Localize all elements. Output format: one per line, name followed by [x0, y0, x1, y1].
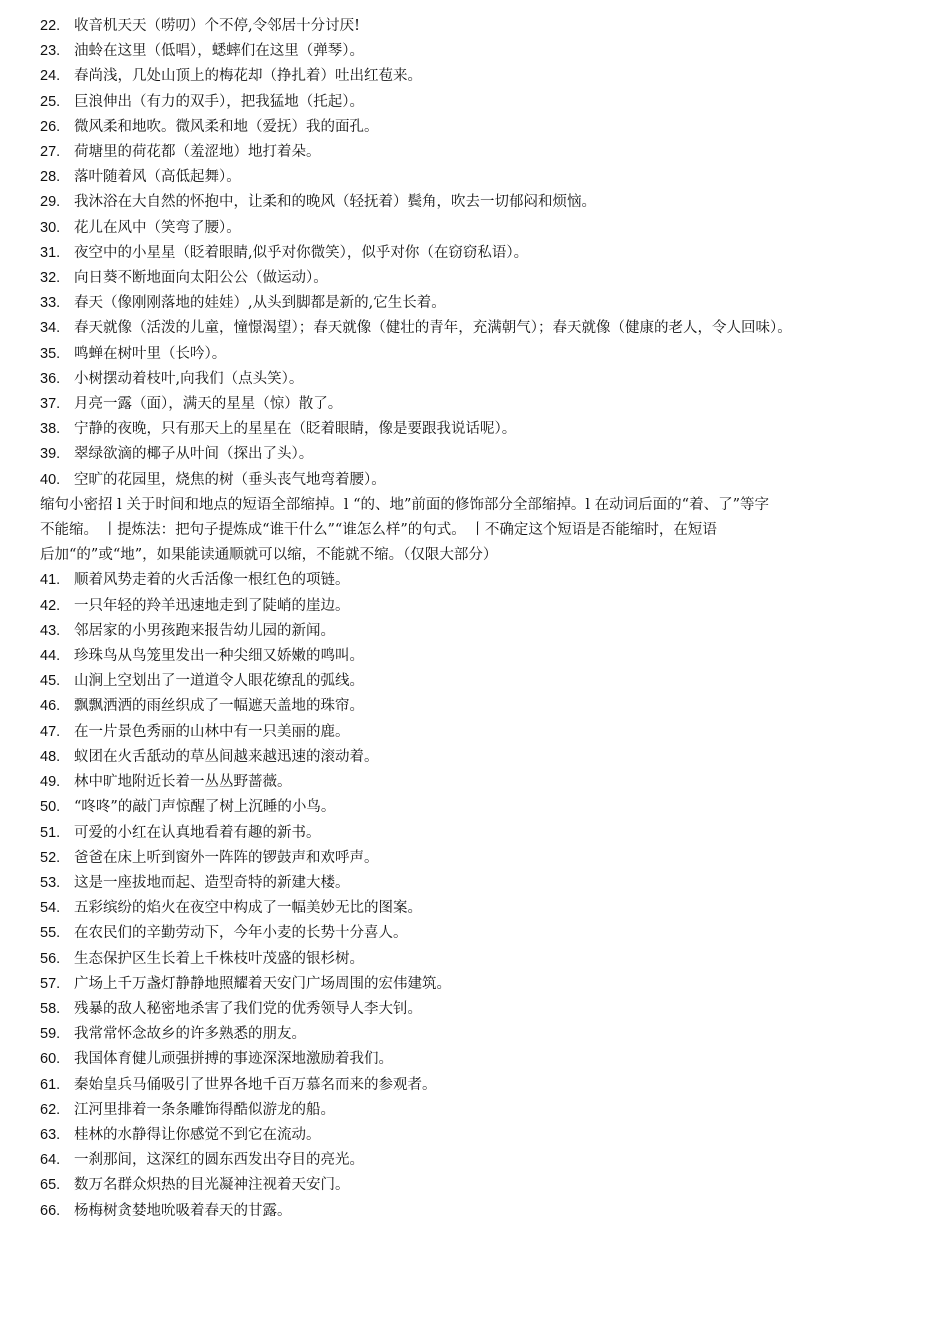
item-number: 55. — [40, 925, 61, 942]
list-item — [40, 442, 914, 467]
item-number: 25. — [40, 93, 61, 110]
item-number: 52. — [40, 849, 61, 866]
item-number: 31. — [40, 244, 61, 261]
item-text: 残暴的敌人秘密地杀害了我们党的优秀领导人李大钊。 — [74, 1000, 422, 1017]
list-item — [40, 392, 914, 417]
list-item — [40, 997, 914, 1022]
item-number: 56. — [40, 950, 61, 967]
item-number: 53. — [40, 874, 61, 891]
item-number: 66. — [40, 1202, 61, 1219]
item-number: 37. — [40, 396, 61, 413]
item-number: 34. — [40, 320, 61, 337]
item-number: 23. — [40, 43, 61, 60]
item-number: 46. — [40, 698, 61, 715]
item-text: 数万名群众炽热的目光凝神注视着天安门。 — [74, 1177, 350, 1194]
list-item — [40, 64, 914, 89]
sentence-list-shorten — [40, 568, 914, 1223]
item-text: 蚁团在火舌舐动的草丛间越来越迅速的滚动着。 — [74, 748, 379, 765]
item-text: 桂林的水静得让你感觉不到它在流动。 — [74, 1126, 321, 1143]
sentence-list-expand-continued — [40, 342, 914, 493]
item-number: 45. — [40, 673, 61, 690]
list-item — [40, 972, 914, 997]
list-item — [40, 342, 914, 367]
item-text: 秦始皇兵马俑吸引了世界各地千百万慕名而来的参观者。 — [74, 1076, 437, 1093]
item-number: 28. — [40, 169, 61, 186]
item-number: 48. — [40, 748, 61, 765]
item-text: 杨梅树贪婪地吮吸着春天的甘露。 — [74, 1202, 292, 1219]
list-item — [40, 644, 914, 669]
list-item — [40, 367, 914, 392]
item-text: 夜空中的小星星（眨着眼睛,似乎对你微笑），似乎对你（在窃窃私语）。 — [74, 244, 529, 261]
list-item — [40, 1123, 914, 1148]
list-item — [40, 795, 914, 820]
item-text: 广场上千万盏灯静静地照耀着天安门广场周围的宏伟建筑。 — [74, 975, 451, 992]
item-text: 一刹那间，这深红的圆东西发出夺目的亮光。 — [74, 1152, 364, 1169]
item-number: 22. — [40, 18, 61, 34]
list-item — [40, 896, 914, 921]
item-text: 我国体育健儿顽强拼搏的事迹深深地激励着我们。 — [74, 1051, 393, 1068]
list-item — [40, 316, 914, 341]
list-item — [40, 14, 914, 39]
list-item — [40, 770, 914, 795]
item-text: 飘飘洒洒的雨丝织成了一幅遮天盖地的珠帘。 — [74, 698, 364, 715]
item-number: 33. — [40, 295, 61, 312]
list-item — [40, 216, 914, 241]
item-text: 月亮一露（面），满天的星星（惊）散了。 — [74, 396, 343, 413]
list-item — [40, 1199, 914, 1224]
list-item — [40, 846, 914, 871]
list-item — [40, 921, 914, 946]
list-item — [40, 947, 914, 972]
item-text: 巨浪伸出（有力的双手），把我猛地（托起）。 — [74, 93, 364, 110]
list-item — [40, 39, 914, 64]
item-number: 39. — [40, 446, 61, 463]
sentence-list-expand — [40, 14, 914, 316]
list-item — [40, 468, 914, 493]
item-text: 山涧上空划出了一道道令人眼花缭乱的弧线。 — [74, 673, 364, 690]
item-text: 这是一座拔地而起、造型奇特的新建大楼。 — [74, 874, 350, 891]
list-item — [40, 165, 914, 190]
item-number: 36. — [40, 370, 61, 387]
item-text: 我沐浴在大自然的怀抱中，让柔和的晚风（轻抚着）鬓角，吹去一切郁闷和烦恼。 — [74, 194, 596, 211]
item-text: 收音机天天（唠叨）个不停,令邻居十分讨厌! — [74, 18, 360, 34]
item-text: 邻居家的小男孩跑来报告幼儿园的新闻。 — [74, 622, 335, 639]
item-number: 50. — [40, 799, 61, 816]
item-number: 27. — [40, 144, 61, 161]
list-item — [40, 619, 914, 644]
list-item — [40, 745, 914, 770]
item-text: 落叶随着风（高低起舞）。 — [74, 169, 241, 186]
item-text: 可爱的小红在认真地看着有趣的新书。 — [74, 824, 321, 841]
item-text: 五彩缤纷的焰火在夜空中构成了一幅美妙无比的图案。 — [74, 900, 422, 917]
item-text: 林中旷地附近长着一丛丛野蔷薇。 — [74, 774, 292, 791]
item-number: 59. — [40, 1026, 61, 1043]
item-text: 翠绿欲滴的椰子从叶间（探出了头）。 — [74, 446, 314, 463]
list-item — [40, 90, 914, 115]
item-text: 春天（像刚刚落地的娃娃）,从头到脚都是新的,它生长着。 — [74, 295, 446, 312]
item-text: 微风柔和地吹。微风柔和地（爱抚）我的面孔。 — [74, 118, 379, 135]
list-item — [40, 1022, 914, 1047]
list-item — [40, 241, 914, 266]
list-item — [40, 266, 914, 291]
item-text: 顺着风势走着的火舌活像一根红色的项链。 — [74, 572, 350, 589]
item-text: 宁静的夜晚，只有那天上的星星在（眨着眼睛，像是要跟我说话呢）。 — [74, 421, 517, 438]
item-text: 花儿在风中（笑弯了腰）。 — [74, 219, 241, 236]
item-text: 春尚浅，几处山顶上的梅花却（挣扎着）吐出红苞来。 — [74, 68, 422, 85]
item-number: 57. — [40, 975, 61, 992]
list-item — [40, 115, 914, 140]
item-number: 29. — [40, 194, 61, 211]
list-item — [40, 1073, 914, 1098]
list-item — [40, 669, 914, 694]
list-item — [40, 1173, 914, 1198]
item-number: 26. — [40, 118, 61, 135]
item-number: 60. — [40, 1051, 61, 1068]
item-number: 65. — [40, 1177, 61, 1194]
shorten-tips-note — [40, 493, 914, 569]
item-number: 51. — [40, 824, 61, 841]
item-number: 42. — [40, 597, 61, 614]
item-number: 40. — [40, 471, 61, 488]
item-number: 41. — [40, 572, 61, 589]
item-number: 62. — [40, 1101, 61, 1118]
item-number: 64. — [40, 1152, 61, 1169]
item-text: 珍珠鸟从鸟笼里发出一种尖细又娇嫩的鸣叫。 — [74, 648, 364, 665]
item-text: 春天就像（活泼的儿童，憧憬渴望）；春天就像（健壮的青年，充满朝气）；春天就像（健康的老人，令人回味）。 — [74, 320, 792, 337]
list-item — [40, 1047, 914, 1072]
item-number: 63. — [40, 1126, 61, 1143]
item-text: 在一片景色秀丽的山林中有一只美丽的鹿。 — [74, 723, 350, 740]
list-item — [40, 291, 914, 316]
list-item — [40, 720, 914, 745]
item-number: 49. — [40, 774, 61, 791]
item-number: 32. — [40, 270, 61, 287]
item-number: 43. — [40, 622, 61, 639]
item-text: 我常常怀念故乡的许多熟悉的朋友。 — [74, 1026, 306, 1043]
list-item — [40, 1148, 914, 1173]
item-number: 58. — [40, 1000, 61, 1017]
item-text: 空旷的花园里，烧焦的树（垂头丧气地弯着腰）。 — [74, 471, 386, 488]
item-text: 鸣蝉在树叶里（长吟）。 — [74, 345, 227, 362]
item-number: 35. — [40, 345, 61, 362]
item-text: 爸爸在床上听到窗外一阵阵的锣鼓声和欢呼声。 — [74, 849, 379, 866]
item-number: 44. — [40, 648, 61, 665]
item-number: 61. — [40, 1076, 61, 1093]
item-text: 在农民们的辛勤劳动下，今年小麦的长势十分喜人。 — [74, 925, 408, 942]
list-item — [40, 190, 914, 215]
item-text: 江河里排着一条条雕饰得酷似游龙的船。 — [74, 1101, 335, 1118]
item-text: 一只年轻的羚羊迅速地走到了陡峭的崖边。 — [74, 597, 350, 614]
list-item — [40, 871, 914, 896]
item-number: 38. — [40, 421, 61, 438]
item-text: 油蛉在这里（低唱），蟋蟀们在这里（弹琴）。 — [74, 43, 364, 60]
note-line-1: 缩句小密招 l 关于时间和地点的短语全部缩掉。l “的、地”前面的修饰部分全部缩掉。l 在动词后面的“着、了”等字 — [40, 496, 769, 513]
list-item — [40, 568, 914, 593]
item-text: 小树摆动着枝叶,向我们（点头笑）。 — [74, 370, 304, 387]
list-item — [40, 1098, 914, 1123]
item-number: 24. — [40, 68, 61, 85]
item-number: 47. — [40, 723, 61, 740]
item-number: 30. — [40, 219, 61, 236]
list-item — [40, 694, 914, 719]
item-text: “咚咚”的敲门声惊醒了树上沉睡的小鸟。 — [74, 799, 336, 816]
list-item — [40, 417, 914, 442]
item-text: 荷塘里的荷花都（羞涩地）地打着朵。 — [74, 144, 321, 161]
item-text: 生态保护区生长着上千株枝叶茂盛的银杉树。 — [74, 950, 364, 967]
note-line-2: 不能缩。 丨提炼法：把句子提炼成“谁干什么”“谁怎么样”的句式。 丨不确定这个短语是否能缩时，在短语 — [40, 522, 717, 539]
list-item — [40, 594, 914, 619]
item-number: 54. — [40, 900, 61, 917]
item-text: 向日葵不断地面向太阳公公（做运动）。 — [74, 270, 328, 287]
list-item — [40, 821, 914, 846]
list-item — [40, 140, 914, 165]
note-line-3: 后加“的”或“地”，如果能读通顺就可以缩，不能就不缩。（仅限大部分） — [40, 547, 498, 564]
